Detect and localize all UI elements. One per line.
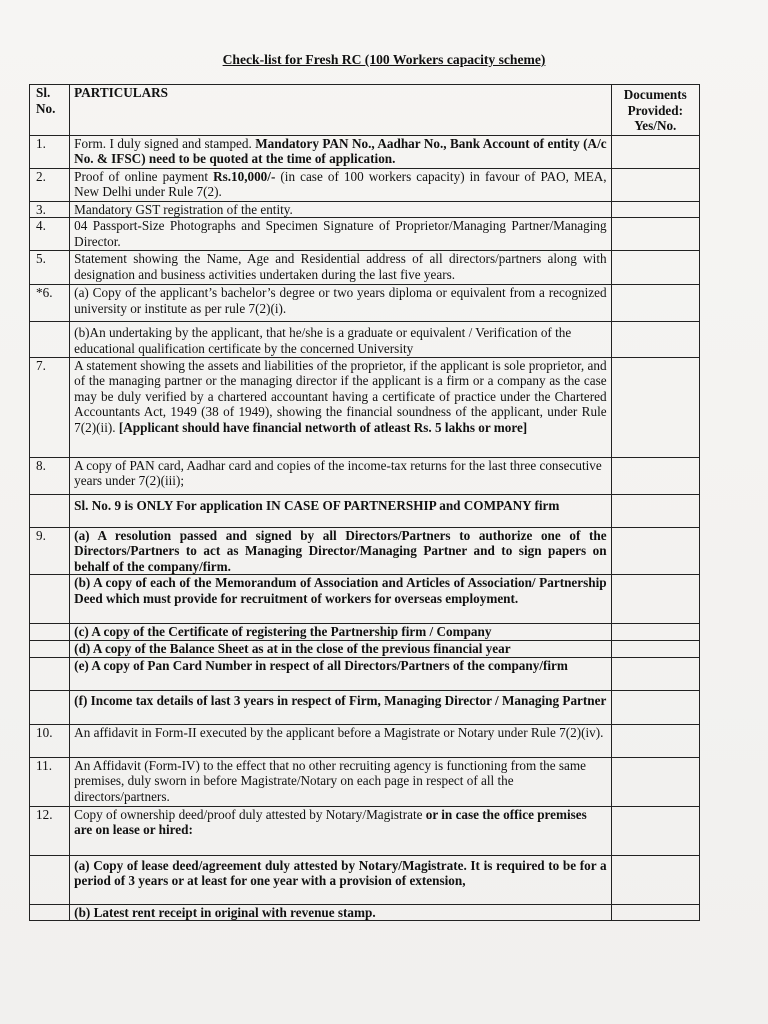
table-row xyxy=(30,322,700,357)
table-row xyxy=(30,135,700,168)
row-particulars: An Affidavit (Form-IV) to the effect that no other recruiting agency is functioning from the same premises, duly sworn in before Magistrate/Notary on each page in respect of all the directors/partners. xyxy=(70,757,611,806)
row-particulars: (d) A copy of the Balance Sheet as at in the close of the previous financial year xyxy=(70,640,611,657)
row-number xyxy=(30,494,70,527)
row-number xyxy=(30,624,70,641)
table-row xyxy=(30,757,700,806)
documents-provided-cell[interactable] xyxy=(611,285,699,322)
documents-provided-cell[interactable] xyxy=(611,806,699,855)
table-row xyxy=(30,657,700,690)
row-number: *6. xyxy=(30,285,70,322)
row-particulars: (f) Income tax details of last 3 years in respect of Firm, Managing Director / Managing Partner xyxy=(70,690,611,724)
table-row xyxy=(30,527,700,575)
row-particulars: A statement showing the assets and liabilities of the proprietor, if the applicant is sole proprietor, and of the managing partner or the managing director if the applicant is a firm or a company as the case may be duly verified by a chartered accountant having a certificate of practice under the Chartered Accountants Act, 1949 (38 of 1949), showing the financial soundness of the applicant, under Rule 7(2)(ii). [Applicant should have financial networth of atleast Rs. 5 lakhs or more] xyxy=(70,357,611,457)
documents-provided-cell[interactable] xyxy=(611,218,699,251)
row-particulars: (e) A copy of Pan Card Number in respect of all Directors/Partners of the company/firm xyxy=(70,657,611,690)
row-number: 5. xyxy=(30,251,70,285)
documents-provided-cell[interactable] xyxy=(611,357,699,457)
documents-provided-cell[interactable] xyxy=(611,251,699,285)
table-row xyxy=(30,806,700,855)
documents-provided-cell[interactable] xyxy=(611,201,699,218)
row-number: 10. xyxy=(30,724,70,757)
table-row xyxy=(30,201,700,218)
table-row xyxy=(30,690,700,724)
documents-provided-cell[interactable] xyxy=(611,527,699,575)
row-number xyxy=(30,855,70,904)
row-number: 1. xyxy=(30,135,70,168)
row-particulars: Mandatory GST registration of the entity. xyxy=(70,201,611,218)
table-row xyxy=(30,457,700,494)
header-documents-provided: Documents Provided: Yes/No. xyxy=(611,85,699,136)
row-number: 9. xyxy=(30,527,70,575)
table-row xyxy=(30,251,700,285)
header-particulars: PARTICULARS xyxy=(70,85,611,136)
row-number xyxy=(30,640,70,657)
documents-provided-cell[interactable] xyxy=(611,757,699,806)
row-number xyxy=(30,575,70,624)
table-row xyxy=(30,357,700,457)
table-row xyxy=(30,218,700,251)
page-title: Check-list for Fresh RC (100 Workers capacity scheme) xyxy=(222,52,546,67)
row-number: 3. xyxy=(30,201,70,218)
documents-provided-cell[interactable] xyxy=(611,494,699,527)
documents-provided-cell[interactable] xyxy=(611,855,699,904)
row-number: 2. xyxy=(30,168,70,201)
row-number: 4. xyxy=(30,218,70,251)
row-number xyxy=(30,690,70,724)
documents-provided-cell[interactable] xyxy=(611,657,699,690)
documents-provided-cell[interactable] xyxy=(611,724,699,757)
table-row xyxy=(30,285,700,322)
table-row xyxy=(30,575,700,624)
row-particulars: A copy of PAN card, Aadhar card and copies of the income-tax returns for the last three consecutive years under 7(2)(iii); xyxy=(70,457,611,494)
row-particulars: (b) A copy of each of the Memorandum of Association and Articles of Association/ Partnership Deed which must provide for recruitment of workers for overseas employment. xyxy=(70,575,611,624)
row-particulars: Statement showing the Name, Age and Residential address of all directors/partners along with designation and business activities undertaken during the last five years. xyxy=(70,251,611,285)
row-particulars: Sl. No. 9 is ONLY For application IN CASE OF PARTNERSHIP and COMPANY firm xyxy=(70,494,611,527)
documents-provided-cell[interactable] xyxy=(611,457,699,494)
row-number: 7. xyxy=(30,357,70,457)
row-number: 11. xyxy=(30,757,70,806)
table-row xyxy=(30,640,700,657)
row-particulars: Copy of ownership deed/proof duly attested by Notary/Magistrate or in case the office premises are on lease or hired: xyxy=(70,806,611,855)
row-particulars: (b) Latest rent receipt in original with revenue stamp. xyxy=(70,904,611,921)
documents-provided-cell[interactable] xyxy=(611,575,699,624)
row-particulars: 04 Passport-Size Photographs and Specimen Signature of Proprietor/Managing Partner/Managing Director. xyxy=(70,218,611,251)
documents-provided-cell[interactable] xyxy=(611,135,699,168)
row-particulars: (b)An undertaking by the applicant, that he/she is a graduate or equivalent / Verification of the educational qualification certificate by the concerned University xyxy=(70,322,611,357)
table-row xyxy=(30,494,700,527)
documents-provided-cell[interactable] xyxy=(611,168,699,201)
row-particulars: Proof of online payment Rs.10,000/- (in case of 100 workers capacity) in favour of PAO, MEA, New Delhi under Rule 7(2). xyxy=(70,168,611,201)
table-row xyxy=(30,855,700,904)
row-particulars: (a) Copy of the applicant’s bachelor’s degree or two years diploma or equivalent from a recognized university or institute as per rule 7(2)(i). xyxy=(70,285,611,322)
table-header-row xyxy=(30,85,700,136)
documents-provided-cell[interactable] xyxy=(611,624,699,641)
table-row xyxy=(30,624,700,641)
table-row xyxy=(30,904,700,921)
header-sl-no: Sl. No. xyxy=(30,85,70,136)
checklist-table xyxy=(29,84,700,921)
row-particulars: Form. I duly signed and stamped. Mandatory PAN No., Aadhar No., Bank Account of entity (A/c No. & IFSC) need to be quoted at the time of application. xyxy=(70,135,611,168)
documents-provided-cell[interactable] xyxy=(611,904,699,921)
documents-provided-cell[interactable] xyxy=(611,322,699,357)
table-row xyxy=(30,724,700,757)
row-number: 12. xyxy=(30,806,70,855)
row-particulars: (c) A copy of the Certificate of registering the Partnership firm / Company xyxy=(70,624,611,641)
row-particulars: (a) A resolution passed and signed by all Directors/Partners to authorize one of the Directors/Partners to act as Managing Director/Managing Partner and to sign papers on behalf of the company/firm. xyxy=(70,527,611,575)
documents-provided-cell[interactable] xyxy=(611,690,699,724)
row-number xyxy=(30,904,70,921)
row-particulars: An affidavit in Form-II executed by the applicant before a Magistrate or Notary under Rule 7(2)(iv). xyxy=(70,724,611,757)
documents-provided-cell[interactable] xyxy=(611,640,699,657)
row-number xyxy=(30,322,70,357)
row-number: 8. xyxy=(30,457,70,494)
row-particulars: (a) Copy of lease deed/agreement duly attested by Notary/Magistrate. It is required to be for a period of 3 years or at least for one year with a provision of extension, xyxy=(70,855,611,904)
table-row xyxy=(30,168,700,201)
row-number xyxy=(30,657,70,690)
